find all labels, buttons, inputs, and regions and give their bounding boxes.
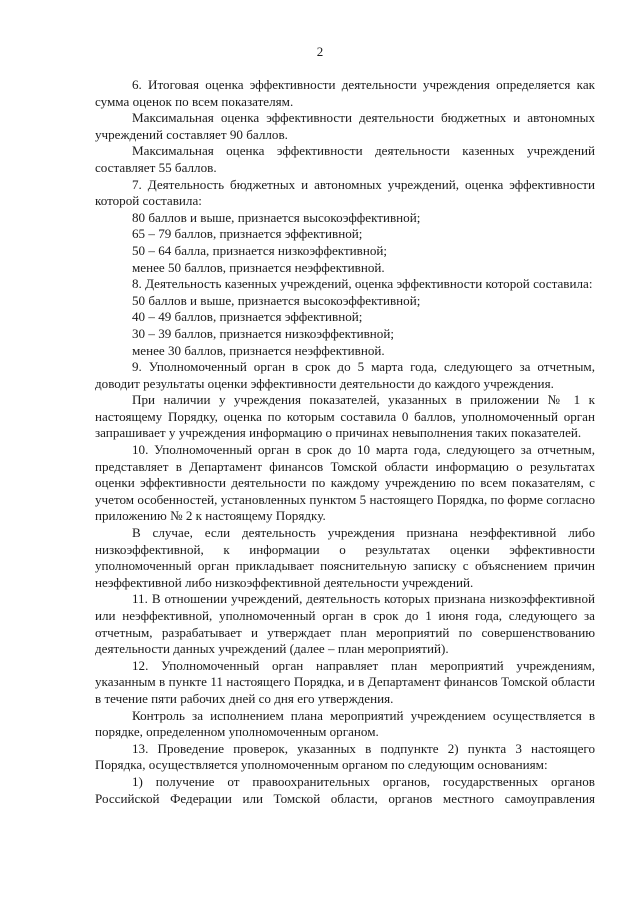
paragraph-10-explanatory-note: В случае, если деятельность учреждения признана неэффективной либо низкоэффективной, к информации о результатах оценки эффективности уполномоченный орган прикладывает пояснительную записку с объяснением причин неэффективной либо низкоэффективной деятельности учреждений.	[95, 525, 595, 590]
paragraph-11: 11. В отношении учреждений, деятельность которых признана низкоэффективной или неэффективной, уполномоченный орган в срок до 1 июня года, следующего за отчетным, разрабатывает и утверждает план мероприятий по совершенствованию деятельности данных учреждений (далее – план мероприятий).	[95, 591, 595, 657]
paragraph-13-item-1: 1) получение от правоохранительных органов, государственных органов Российской Федерации или Томской области, органов местного самоуправления	[95, 773, 595, 806]
paragraph-9: 9. Уполномоченный орган в срок до 5 марта года, следующего за отчетным, доводит результаты оценки эффективности деятельности до каждого учреждения.	[95, 359, 595, 391]
paragraph-12-control: Контроль за исполнением плана мероприятий учреждением осуществляется в порядке, определенном уполномоченным органом.	[95, 707, 595, 740]
list-item: 50 баллов и выше, признается высокоэффективной;	[132, 292, 421, 308]
document-body	[95, 77, 595, 807]
paragraph-max-score-state: Максимальная оценка эффективности деятельности казенных учреждений составляет 55 баллов.	[95, 143, 595, 175]
paragraph-6: 6. Итоговая оценка эффективности деятельности учреждения определяется как сумма оценок по всем показателям.	[95, 77, 595, 109]
list-item: 30 – 39 баллов, признается низкоэффективной;	[132, 325, 394, 341]
list-item: 50 – 64 балла, признается низкоэффективной;	[132, 242, 388, 258]
list-item: 65 – 79 баллов, признается эффективной;	[132, 226, 363, 242]
list-item: 80 баллов и выше, признается высокоэффективной;	[132, 209, 421, 225]
paragraph-13: 13. Проведение проверок, указанных в подпункте 2) пункта 3 настоящего Порядка, осуществляется уполномоченным органом по следующим основаниям:	[95, 740, 595, 773]
paragraph-10: 10. Уполномоченный орган в срок до 10 марта года, следующего за отчетным, представляет в Департамент финансов Томской области информацию о результатах оценки эффективности деятельности по каждому учреждению по всем показателям, с учетом особенностей, установленных пунктом 5 настоящего Порядка, по форме согласно приложению № 2 к настоящему Порядку.	[95, 442, 595, 524]
list-item: менее 30 баллов, признается неэффективной.	[132, 342, 385, 358]
list-item: 40 – 49 баллов, признается эффективной;	[132, 309, 363, 325]
paragraph-9-zero-score: При наличии у учреждения показателей, указанных в приложении № 1 к настоящему Порядку, оценка по которым составила 0 баллов, уполномоченный орган запрашивает у учреждения информацию о причинах невыполнения таких показателей.	[95, 392, 595, 441]
paragraph-7: 7. Деятельность бюджетных и автономных учреждений, оценка эффективности которой составила:	[95, 176, 595, 209]
paragraph-12: 12. Уполномоченный орган направляет план мероприятий учреждениям, указанным в пункте 11 настоящего Порядка, и в Департамент финансов Томской области в течение пяти рабочих дней со дня его утверждения.	[95, 657, 595, 706]
page-number: 2	[316, 44, 324, 59]
paragraph-8: 8. Деятельность казенных учреждений, оценка эффективности которой составила:	[132, 276, 593, 292]
list-item: менее 50 баллов, признается неэффективной.	[132, 259, 385, 275]
paragraph-max-score-budget: Максимальная оценка эффективности деятельности бюджетных и автономных учреждений составляет 90 баллов.	[95, 110, 595, 142]
